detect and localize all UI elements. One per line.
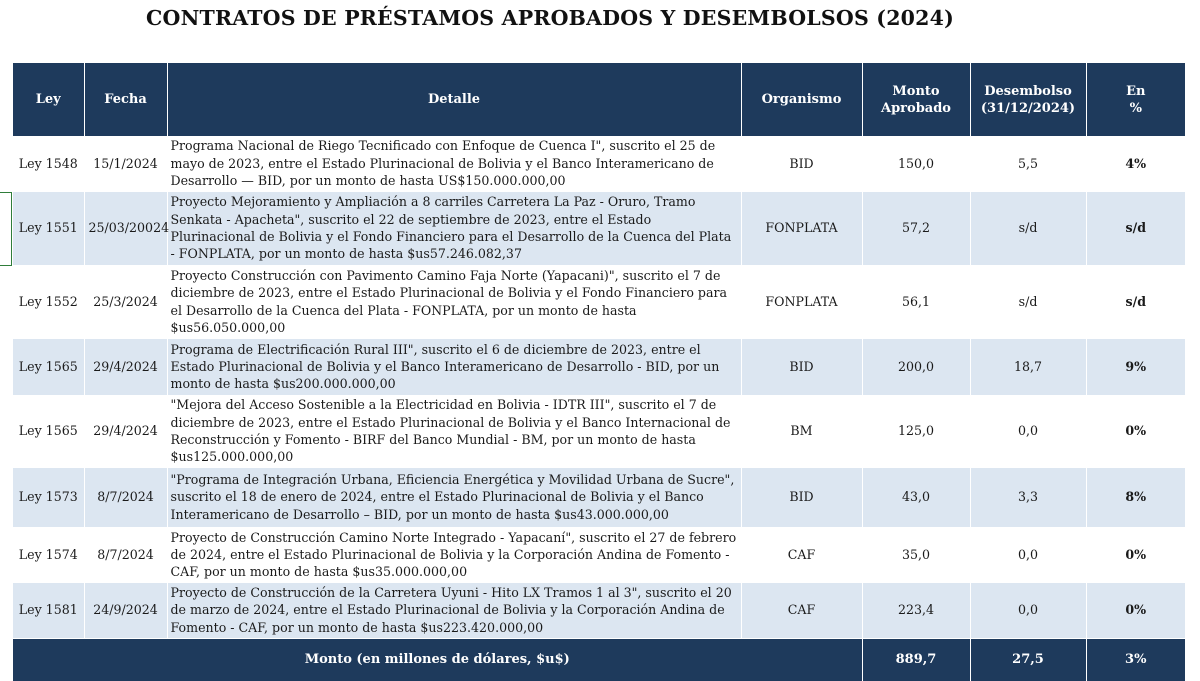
table-row[interactable] [13,136,1185,191]
header-desembolso-line2: (31/12/2024) [980,100,1076,116]
cell-monto[interactable]: 223,4 [862,582,970,638]
page-title: CONTRATOS DE PRÉSTAMOS APROBADOS Y DESEMBOLSOS (2024) [146,6,954,30]
header-desembolso[interactable] [970,63,1086,136]
total-label: Monto (en millones de dólares, $u$) [13,638,862,681]
cell-detalle[interactable]: Programa Nacional de Riego Tecnificado con Enfoque de Cuenca I", suscrito el 25 de mayo de 2023, entre el Estado Plurinacional de Bolivia y el Banco Interamericano de Desarrollo — BID, por un monto de hasta US$150.000.000,00 [167,136,741,191]
cell-desembolso[interactable]: 0,0 [970,582,1086,638]
cell-monto[interactable]: 125,0 [862,395,970,467]
cell-organismo[interactable]: BID [741,467,862,527]
cell-organismo[interactable]: BID [741,338,862,395]
cell-organismo[interactable]: CAF [741,527,862,582]
cell-fecha[interactable]: 29/4/2024 [84,395,167,467]
total-desembolso: 27,5 [970,638,1086,681]
header-detalle[interactable]: Detalle [167,63,741,136]
cell-desembolso[interactable]: 5,5 [970,136,1086,191]
cell-detalle[interactable]: Proyecto Mejoramiento y Ampliación a 8 carriles Carretera La Paz - Oruro, Tramo Senkata - Apacheta", suscrito el 22 de septiembre de 2023, entre el Estado Plurinacional de Bolivia y el Fondo Financiero para el Desarrollo de la Cuenca del Plata - FONPLATA, por un monto de hasta $us57.246.082,37 [167,191,741,265]
loans-table [13,63,1185,681]
cell-desembolso[interactable]: 0,0 [970,395,1086,467]
header-desembolso-line1: Desembolso [984,83,1072,99]
cell-detalle[interactable]: Programa de Electrificación Rural III", suscrito el 6 de diciembre de 2023, entre el Estado Plurinacional de Bolivia y el Banco Interamericano de Desarrollo - BID, por un monto de hasta $us200.000.000,00 [167,338,741,395]
table-header-row [13,63,1185,136]
cell-fecha[interactable]: 25/3/2024 [84,265,167,338]
cell-monto[interactable]: 35,0 [862,527,970,582]
cell-porcentaje[interactable]: 0% [1086,527,1185,582]
cell-porcentaje[interactable]: 8% [1086,467,1185,527]
cell-porcentaje[interactable]: s/d [1086,191,1185,265]
header-monto-line1: Monto [892,83,940,99]
cell-porcentaje[interactable]: s/d [1086,265,1185,338]
cell-desembolso[interactable]: 18,7 [970,338,1086,395]
cell-fecha[interactable]: 29/4/2024 [84,338,167,395]
cell-fecha[interactable]: 8/7/2024 [84,527,167,582]
cell-monto[interactable]: 57,2 [862,191,970,265]
total-monto: 889,7 [862,638,970,681]
header-ley[interactable]: Ley [13,63,84,136]
header-fecha[interactable]: Fecha [84,63,167,136]
cell-detalle[interactable]: "Programa de Integración Urbana, Eficiencia Energética y Movilidad Urbana de Sucre", suscrito el 18 de enero de 2024, entre el Estado Plurinacional de Bolivia y el Banco Interamericano de Desarrollo – BID, por un monto de hasta $us43.000.000,00 [167,467,741,527]
cell-ley[interactable]: Ley 1574 [13,527,84,582]
table-total-row [13,638,1185,681]
table-row[interactable] [13,338,1185,395]
cell-detalle[interactable]: Proyecto de Construcción Camino Norte Integrado - Yapacaní", suscrito el 27 de febrero de 2024, entre el Estado Plurinacional de Bolivia y la Corporación Andina de Fomento - CAF, por un monto de hasta $us35.000.000,00 [167,527,741,582]
cell-desembolso[interactable]: 0,0 [970,527,1086,582]
header-monto-aprobado[interactable] [862,63,970,136]
total-porcentaje: 3% [1086,638,1185,681]
table-row[interactable] [13,467,1185,527]
table-row[interactable] [13,582,1185,638]
cell-organismo[interactable]: FONPLATA [741,265,862,338]
cell-organismo[interactable]: FONPLATA [741,191,862,265]
cell-porcentaje[interactable]: 0% [1086,395,1185,467]
table-row[interactable] [13,265,1185,338]
cell-ley[interactable]: Ley 1551 [13,191,84,265]
cell-porcentaje[interactable]: 0% [1086,582,1185,638]
cell-detalle[interactable]: Proyecto de Construcción de la Carretera Uyuni - Hito LX Tramos 1 al 3", suscrito el 20 de marzo de 2024, entre el Estado Plurinacional de Bolivia y la Corporación Andina de Fomento - CAF, por un monto de hasta $us223.420.000,00 [167,582,741,638]
cell-organismo[interactable]: BM [741,395,862,467]
cell-fecha[interactable]: 25/03/20024 [84,191,167,265]
cell-monto[interactable]: 56,1 [862,265,970,338]
cell-ley[interactable]: Ley 1565 [13,395,84,467]
cell-detalle[interactable]: Proyecto Construcción con Pavimento Camino Faja Norte (Yapacani)", suscrito el 7 de diciembre de 2023, entre el Estado Plurinacional de Bolivia y el Fondo Financiero para el Desarrollo de la Cuenca del Plata - FONPLATA, por un monto de hasta $us56.050.000,00 [167,265,741,338]
header-pct-line1: En [1126,83,1146,99]
table-row[interactable] [13,395,1185,467]
cell-fecha[interactable]: 8/7/2024 [84,467,167,527]
cell-porcentaje[interactable]: 4% [1086,136,1185,191]
cell-ley[interactable]: Ley 1565 [13,338,84,395]
cell-desembolso[interactable]: 3,3 [970,467,1086,527]
table-row[interactable] [13,527,1185,582]
cell-organismo[interactable]: CAF [741,582,862,638]
row-selection-marker [0,192,12,266]
cell-monto[interactable]: 150,0 [862,136,970,191]
cell-desembolso[interactable]: s/d [970,265,1086,338]
header-monto-line2: Aprobado [881,100,951,116]
cell-porcentaje[interactable]: 9% [1086,338,1185,395]
table-row[interactable] [13,191,1185,265]
cell-fecha[interactable]: 15/1/2024 [84,136,167,191]
cell-monto[interactable]: 43,0 [862,467,970,527]
cell-monto[interactable]: 200,0 [862,338,970,395]
cell-organismo[interactable]: BID [741,136,862,191]
header-organismo[interactable]: Organismo [741,63,862,136]
cell-ley[interactable]: Ley 1552 [13,265,84,338]
header-porcentaje[interactable] [1086,63,1185,136]
cell-detalle[interactable]: "Mejora del Acceso Sostenible a la Electricidad en Bolivia - IDTR III", suscrito el 7 de diciembre de 2023, entre el Estado Plurinacional de Bolivia y el Banco Internacional de Reconstrucción y Fomento - BIRF del Banco Mundial - BM, por un monto de hasta $us125.000.000,00 [167,395,741,467]
cell-desembolso[interactable]: s/d [970,191,1086,265]
header-pct-line2: % [1129,100,1142,116]
cell-fecha[interactable]: 24/9/2024 [84,582,167,638]
cell-ley[interactable]: Ley 1573 [13,467,84,527]
cell-ley[interactable]: Ley 1581 [13,582,84,638]
cell-ley[interactable]: Ley 1548 [13,136,84,191]
